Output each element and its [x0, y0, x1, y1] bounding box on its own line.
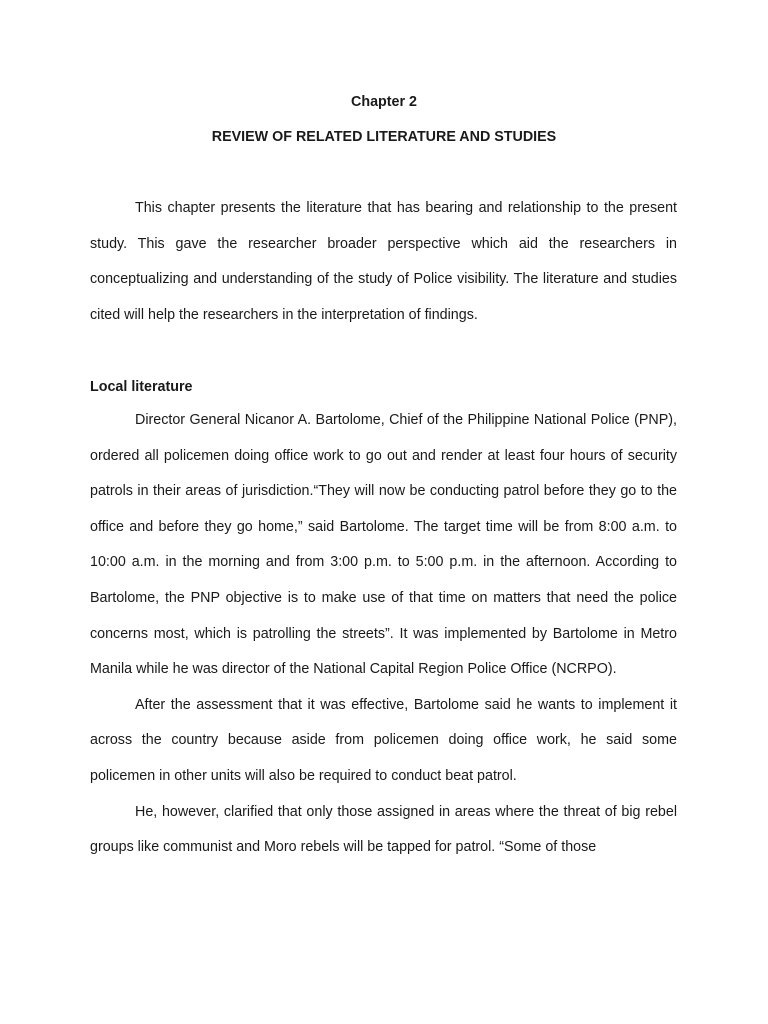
chapter-label: Chapter 2 — [351, 94, 417, 110]
intro-paragraph: This chapter presents the literature that has bearing and relationship to the present study. This gave the researcher broader perspective which aid the researchers in conceptualizing and understanding of the study of Police visibility. The literature and studies cited will help the researchers in the interpretation of findings. — [90, 200, 677, 323]
chapter-title: REVIEW OF RELATED LITERATURE AND STUDIES — [211, 129, 557, 145]
body-paragraph: Director General Nicanor A. Bartolome, Chief of the Philippine National Police (PNP), ordered all policemen doing office work to go out and render at least four hours of security patrols in their areas of jurisdiction.“They will now be conducting patrol before they go to the office and before they go home,” said Bartolome. The target time will be from 8:00 a.m. to 10:00 a.m. in the morning and from 3:00 p.m. to 5:00 p.m. in the afternoon. According to Bartolome, the PNP objective is to make use of that time on matters that need the police concerns most, which is patrolling the streets”. It was implemented by Bartolome in Metro Manila while he was director of the National Capital Region Police Office (NCRPO). — [90, 412, 677, 678]
body-paragraph: He, however, clarified that only those assigned in areas where the threat of big rebel groups like communist and Moro rebels will be tapped for patrol. “Some of those — [90, 803, 677, 856]
section-heading-local-literature: Local literature — [90, 379, 193, 395]
local-literature-body — [90, 403, 677, 866]
body-paragraph: After the assessment that it was effective, Bartolome said he wants to implement it across the country because aside from policemen doing office work, he said some policemen in other units will also be required to conduct beat patrol. — [90, 696, 677, 784]
